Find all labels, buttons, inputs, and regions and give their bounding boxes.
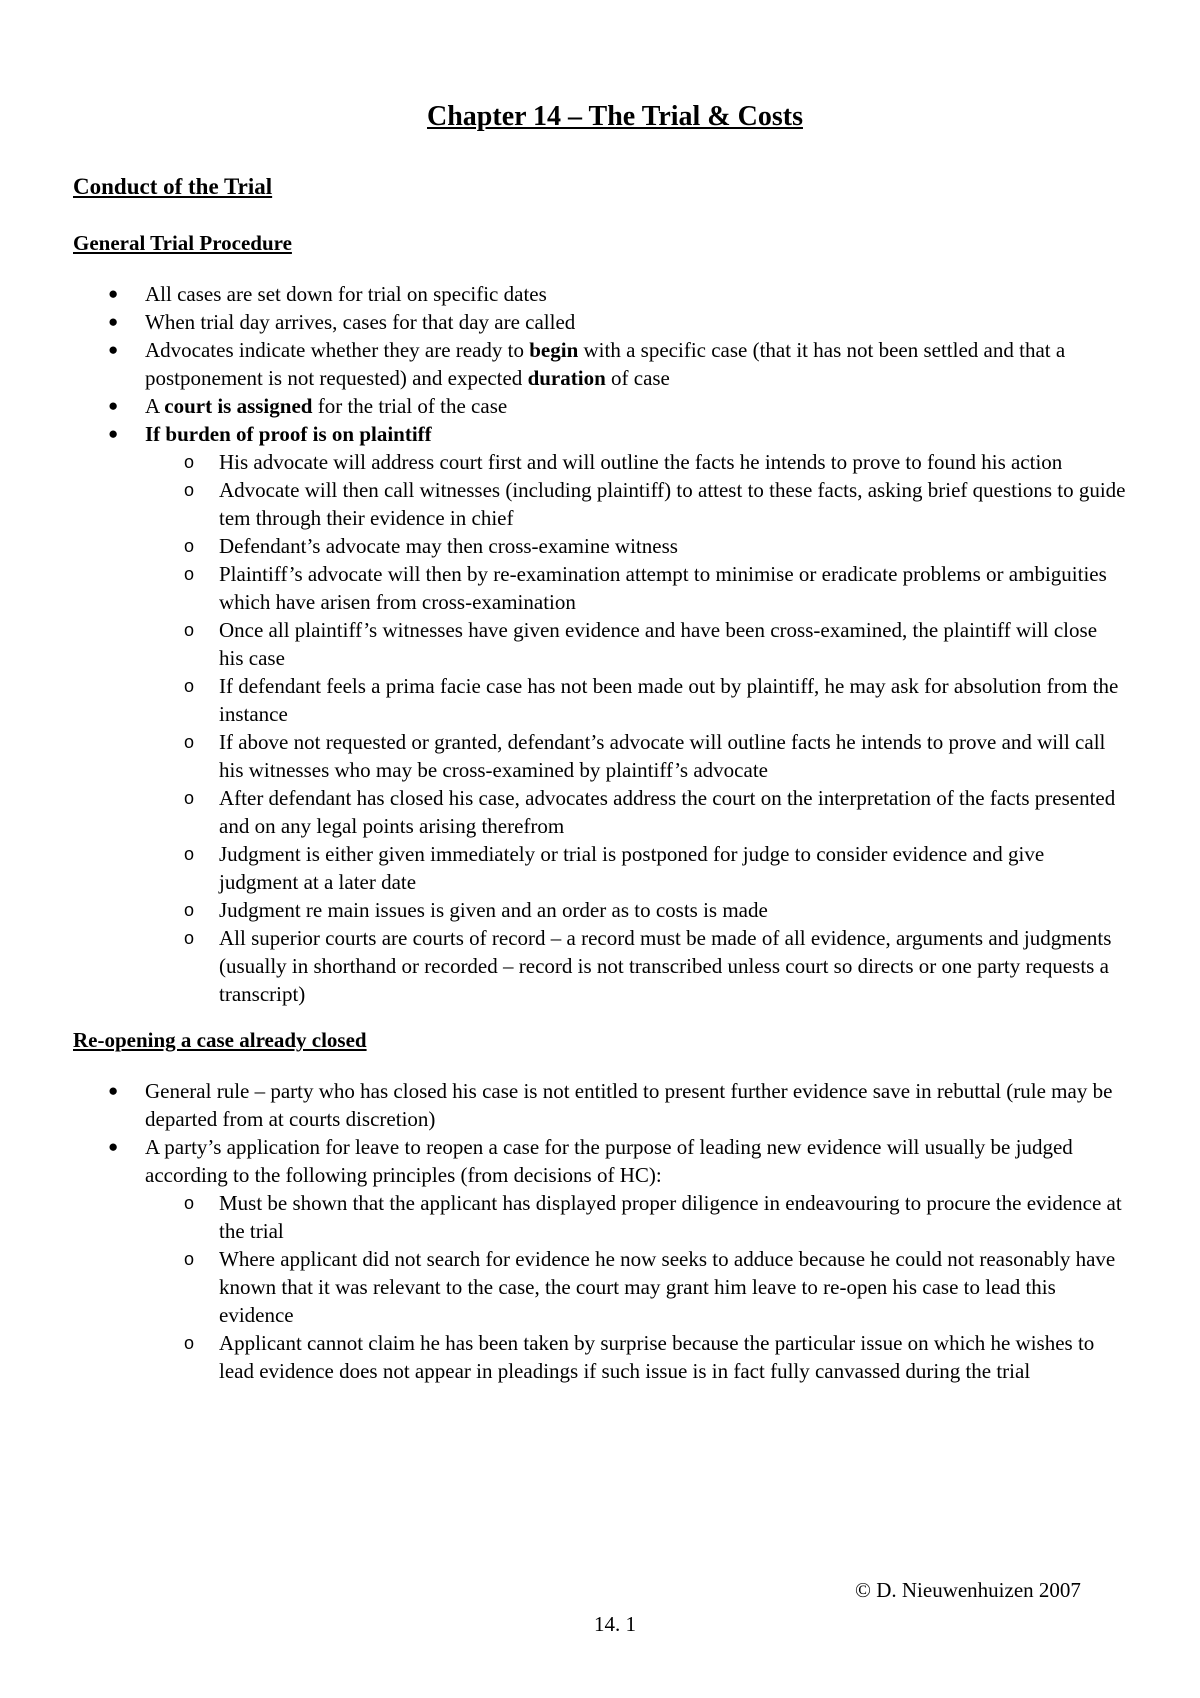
sub-list-item <box>0 1329 1160 1385</box>
sub-list-item-text: If above not requested or granted, defendant’s advocate will outline facts he intends to prove and will call his witnesses who may be cross-examined by plaintiff’s advocate <box>219 730 1106 782</box>
sub-list-item-text: Once all plaintiff’s witnesses have given evidence and have been cross-examined, the plaintiff will close his case <box>219 618 1098 670</box>
list-item <box>0 280 1200 308</box>
emphasis-duration: duration <box>527 366 606 390</box>
sub-bullet-icon: o <box>184 788 195 808</box>
principles-list <box>145 1189 1160 1385</box>
sub-list-item <box>0 532 1160 560</box>
emphasis-court-assigned: court is assigned <box>164 394 313 418</box>
list-item-text: of case <box>605 366 670 390</box>
sub-list-item <box>0 1189 1160 1245</box>
sub-list-item <box>0 784 1160 840</box>
list-item-text-bold: If burden of proof is on plaintiff <box>145 422 432 446</box>
sub-bullet-icon: o <box>184 844 195 864</box>
bullet-icon: ● <box>108 312 119 331</box>
sub-bullet-icon: o <box>184 620 195 640</box>
sub-list-item <box>0 924 1160 1008</box>
copyright-notice: © D. Nieuwenhuizen 2007 <box>855 1578 1081 1602</box>
sub-bullet-icon: o <box>184 1249 195 1269</box>
list-item <box>0 420 1200 1008</box>
sub-list-item-text: Judgment re main issues is given and an order as to costs is made <box>219 898 768 922</box>
bullet-icon: ● <box>108 1137 119 1156</box>
sub-list-item <box>0 476 1160 532</box>
sub-bullet-icon: o <box>184 564 195 584</box>
sub-list-item-text: His advocate will address court first and will outline the facts he intends to prove to found his action <box>219 450 1063 474</box>
list-item <box>0 392 1200 420</box>
sub-list-item <box>0 672 1160 728</box>
list-item <box>0 336 1200 392</box>
sub-bullet-icon: o <box>184 732 195 752</box>
sub-list-item-text: If defendant feels a prima facie case has not been made out by plaintiff, he may ask for absolution from the instance <box>219 674 1119 726</box>
chapter-title: Chapter 14 – The Trial & Costs <box>427 101 803 132</box>
sub-bullet-icon: o <box>184 1193 195 1213</box>
list-item <box>0 1077 1200 1133</box>
sub-list-item-text: Where applicant did not search for evidence he now seeks to adduce because he could not reasonably have known that it was relevant to the case, the court may grant him leave to re-open his case to lead this evidence <box>219 1247 1116 1327</box>
sub-list-item-text: After defendant has closed his case, advocates address the court on the interpretation of the facts presented and on any legal points arising therefrom <box>219 786 1116 838</box>
bullet-icon: ● <box>108 284 119 303</box>
list-item <box>0 1133 1200 1385</box>
sub-list-item-text: Defendant’s advocate may then cross-examine witness <box>219 534 678 558</box>
list-item-text: All cases are set down for trial on specific dates <box>145 282 547 306</box>
list-item-text: with a specific case (that it has not been settled and that a postponement is not requested) and expected <box>145 338 1066 390</box>
sub-list-item <box>0 560 1160 616</box>
bullet-icon: ● <box>108 424 119 443</box>
subheading-general-procedure: General Trial Procedure <box>73 231 292 255</box>
sub-bullet-icon: o <box>184 928 195 948</box>
bullet-icon: ● <box>108 340 119 359</box>
sub-list-item-text: Applicant cannot claim he has been taken by surprise because the particular issue on which he wishes to lead evidence does not appear in pleadings if such issue is in fact fully canvassed during the trial <box>219 1331 1095 1383</box>
list-item-text: When trial day arrives, cases for that day are called <box>145 310 576 334</box>
list-item-text: A <box>145 394 165 418</box>
reopening-list <box>0 1077 1200 1385</box>
bullet-icon: ● <box>108 396 119 415</box>
section-heading-conduct: Conduct of the Trial <box>73 174 273 199</box>
sub-list-item <box>0 448 1160 476</box>
bullet-icon: ● <box>108 1081 119 1100</box>
sub-list-item <box>0 840 1160 896</box>
sub-bullet-icon: o <box>184 480 195 500</box>
sub-list-item-text: Plaintiff’s advocate will then by re-examination attempt to minimise or eradicate problems or ambiguities which have arisen from cross-examination <box>219 562 1107 614</box>
general-procedure-list <box>0 280 1200 1008</box>
list-item-text: for the trial of the case <box>312 394 508 418</box>
sub-bullet-icon: o <box>184 676 195 696</box>
list-item-text: Advocates indicate whether they are ready to <box>145 338 530 362</box>
sub-list-item-text: Judgment is either given immediately or trial is postponed for judge to consider evidence and give judgment at a later date <box>219 842 1045 894</box>
sub-list-item-text: Must be shown that the applicant has displayed proper diligence in endeavouring to procure the evidence at the trial <box>219 1191 1122 1243</box>
list-item-text: General rule – party who has closed his case is not entitled to present further evidence save in rebuttal (rule may be departed from at courts discretion) <box>145 1079 1113 1131</box>
sub-list-item <box>0 1245 1160 1329</box>
sub-list-item-text: Advocate will then call witnesses (including plaintiff) to attest to these facts, asking brief questions to guide tem through their evidence in chief <box>219 478 1126 530</box>
emphasis-begin: begin <box>529 338 579 362</box>
sub-bullet-icon: o <box>184 900 195 920</box>
list-item-text: A party’s application for leave to reopen a case for the purpose of leading new evidence will usually be judged according to the following principles (from decisions of HC): <box>145 1135 1073 1187</box>
list-item <box>0 308 1200 336</box>
sub-list-item <box>0 896 1160 924</box>
sub-bullet-icon: o <box>184 536 195 556</box>
sub-list-item-text: All superior courts are courts of record – a record must be made of all evidence, arguments and judgments (usually in shorthand or recorded – record is not transcribed unless court so directs or one party requests a transcript) <box>219 926 1112 1006</box>
subheading-reopening: Re-opening a case already closed <box>73 1028 367 1052</box>
sub-list-item <box>0 728 1160 784</box>
sub-bullet-icon: o <box>184 1333 195 1353</box>
sub-bullet-icon: o <box>184 452 195 472</box>
sub-list-item <box>0 616 1160 672</box>
plaintiff-steps-list <box>145 448 1160 1008</box>
page-number: 14. 1 <box>594 1612 636 1636</box>
